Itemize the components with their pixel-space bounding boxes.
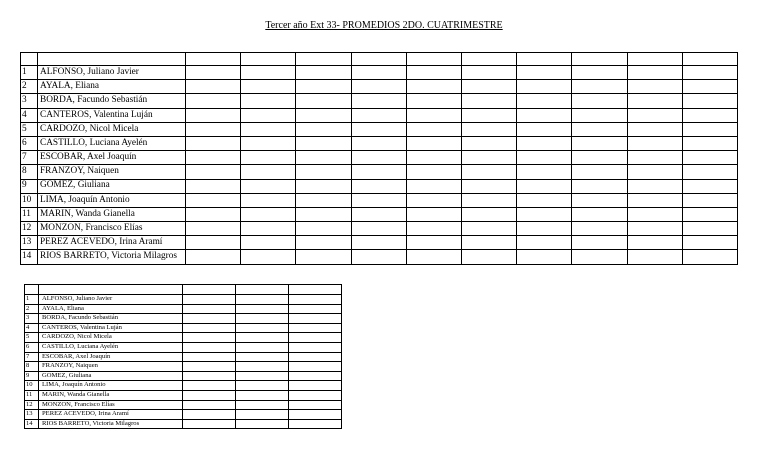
student-name: FRANZOY, Naiquen (39, 362, 183, 372)
grade-cell[interactable] (682, 179, 737, 193)
grade-cell[interactable] (289, 419, 342, 429)
small-row (25, 304, 342, 314)
student-number: 5 (25, 333, 39, 343)
grade-cell[interactable] (461, 179, 516, 193)
grade-cell[interactable] (572, 66, 627, 80)
student-number: 6 (21, 136, 38, 150)
grade-cell[interactable] (296, 136, 351, 150)
grade-cell[interactable] (186, 165, 241, 179)
small-row (25, 314, 342, 324)
main-header-cell[interactable] (406, 53, 461, 66)
main-row (21, 165, 738, 179)
student-name: CANTEROS, Valentina Luján (38, 108, 186, 122)
grade-cell[interactable] (296, 250, 351, 264)
grade-cell[interactable] (241, 250, 296, 264)
student-name: AYALA, Eliana (39, 304, 183, 314)
grade-cell[interactable] (517, 66, 572, 80)
grade-cell[interactable] (289, 295, 342, 305)
grade-cell[interactable] (296, 66, 351, 80)
student-number: 4 (21, 108, 38, 122)
grade-cell[interactable] (236, 390, 289, 400)
student-number: 10 (25, 381, 39, 391)
grade-cell[interactable] (183, 314, 236, 324)
grade-cell[interactable] (289, 400, 342, 410)
main-header-cell[interactable] (627, 53, 682, 66)
grade-cell[interactable] (406, 165, 461, 179)
student-number: 10 (21, 193, 38, 207)
grade-cell[interactable] (461, 108, 516, 122)
grade-cell[interactable] (572, 94, 627, 108)
grade-cell[interactable] (572, 250, 627, 264)
grade-cell[interactable] (289, 371, 342, 381)
student-number: 11 (21, 207, 38, 221)
student-number: 3 (21, 94, 38, 108)
main-row (21, 108, 738, 122)
grade-cell[interactable] (351, 179, 406, 193)
student-name: ALFONSO, Juliano Javier (38, 66, 186, 80)
grade-cell[interactable] (682, 151, 737, 165)
grade-cell[interactable] (241, 122, 296, 136)
grade-cell[interactable] (517, 179, 572, 193)
grade-cell[interactable] (186, 207, 241, 221)
grade-cell[interactable] (289, 314, 342, 324)
grade-cell[interactable] (461, 122, 516, 136)
grade-cell[interactable] (461, 250, 516, 264)
grade-cell[interactable] (682, 94, 737, 108)
grade-cell[interactable] (461, 151, 516, 165)
grade-cell[interactable] (183, 295, 236, 305)
grade-cell[interactable] (682, 207, 737, 221)
grade-cell[interactable] (236, 352, 289, 362)
student-name: PEREZ ACEVEDO, Irina Aramí (38, 236, 186, 250)
grade-cell[interactable] (236, 323, 289, 333)
grade-cell[interactable] (296, 80, 351, 94)
small-row (25, 400, 342, 410)
small-header-cell[interactable] (183, 285, 236, 295)
grade-cell[interactable] (183, 304, 236, 314)
grade-cell[interactable] (351, 250, 406, 264)
grade-cell[interactable] (406, 108, 461, 122)
grade-cell[interactable] (682, 66, 737, 80)
grade-cell[interactable] (186, 151, 241, 165)
grade-cell[interactable] (627, 66, 682, 80)
grade-cell[interactable] (183, 352, 236, 362)
student-name: RIOS BARRETO, Victoria Milagros (39, 419, 183, 429)
main-row (21, 66, 738, 80)
small-header-cell[interactable] (25, 285, 39, 295)
grade-cell[interactable] (186, 179, 241, 193)
student-name: ALFONSO, Juliano Javier (39, 295, 183, 305)
grade-cell[interactable] (186, 236, 241, 250)
grade-cell[interactable] (406, 122, 461, 136)
small-row (25, 381, 342, 391)
student-number: 1 (21, 66, 38, 80)
grade-cell[interactable] (461, 193, 516, 207)
grade-cell[interactable] (627, 136, 682, 150)
grade-cell[interactable] (351, 108, 406, 122)
grade-cell[interactable] (289, 342, 342, 352)
small-row (25, 362, 342, 372)
grade-cell[interactable] (289, 323, 342, 333)
grade-cell[interactable] (296, 193, 351, 207)
grade-cell[interactable] (236, 400, 289, 410)
grade-cell[interactable] (406, 207, 461, 221)
student-number: 7 (21, 151, 38, 165)
grade-cell[interactable] (517, 122, 572, 136)
grade-cell[interactable] (572, 165, 627, 179)
grade-cell[interactable] (572, 108, 627, 122)
student-number: 14 (21, 250, 38, 264)
grade-cell[interactable] (186, 222, 241, 236)
student-number: 9 (25, 371, 39, 381)
grade-cell[interactable] (183, 333, 236, 343)
grade-cell[interactable] (241, 207, 296, 221)
grade-cell[interactable] (183, 362, 236, 372)
grade-cell[interactable] (627, 122, 682, 136)
main-header-cell[interactable] (682, 53, 737, 66)
grade-cell[interactable] (183, 342, 236, 352)
grade-cell[interactable] (627, 207, 682, 221)
main-header-cell[interactable] (572, 53, 627, 66)
grade-cell[interactable] (296, 94, 351, 108)
grade-cell[interactable] (461, 80, 516, 94)
main-header-cell[interactable] (21, 53, 38, 66)
grade-cell[interactable] (351, 151, 406, 165)
grade-cell[interactable] (461, 66, 516, 80)
grade-cell[interactable] (461, 136, 516, 150)
student-name: CARDOZO, Nicol Micela (38, 122, 186, 136)
grade-cell[interactable] (627, 151, 682, 165)
grade-cell[interactable] (186, 66, 241, 80)
grade-cell[interactable] (406, 193, 461, 207)
grade-cell[interactable] (517, 193, 572, 207)
grade-cell[interactable] (183, 323, 236, 333)
grade-cell[interactable] (236, 419, 289, 429)
student-number: 12 (25, 400, 39, 410)
student-number: 5 (21, 122, 38, 136)
grade-cell[interactable] (682, 165, 737, 179)
student-number: 13 (21, 236, 38, 250)
grade-cell[interactable] (517, 80, 572, 94)
grade-cell[interactable] (351, 80, 406, 94)
grade-cell[interactable] (682, 193, 737, 207)
grade-cell[interactable] (461, 236, 516, 250)
grades-table (20, 52, 738, 265)
small-row (25, 352, 342, 362)
student-number: 13 (25, 410, 39, 420)
grade-cell[interactable] (406, 136, 461, 150)
student-name: ESCOBAR, Axel Joaquín (39, 352, 183, 362)
small-header-cell[interactable] (236, 285, 289, 295)
student-name: GOMEZ, Giuliana (39, 371, 183, 381)
grade-cell[interactable] (682, 122, 737, 136)
grade-cell[interactable] (517, 207, 572, 221)
main-header-cell[interactable] (351, 53, 406, 66)
student-number: 12 (21, 222, 38, 236)
grade-cell[interactable] (406, 66, 461, 80)
grade-cell[interactable] (296, 122, 351, 136)
grade-cell[interactable] (186, 250, 241, 264)
student-number: 2 (25, 304, 39, 314)
student-name: AYALA, Eliana (38, 80, 186, 94)
grade-cell[interactable] (517, 108, 572, 122)
grade-cell[interactable] (517, 136, 572, 150)
grade-cell[interactable] (241, 193, 296, 207)
grade-cell[interactable] (406, 222, 461, 236)
grade-cell[interactable] (627, 222, 682, 236)
grade-cell[interactable] (572, 179, 627, 193)
grade-cell[interactable] (236, 333, 289, 343)
student-name: CASTILLO, Luciana Ayelén (39, 342, 183, 352)
small-row (25, 333, 342, 343)
student-name: BORDA, Facundo Sebastián (38, 94, 186, 108)
main-header-row (21, 53, 738, 66)
main-row (21, 136, 738, 150)
grade-cell[interactable] (682, 250, 737, 264)
grade-cell[interactable] (183, 419, 236, 429)
grade-cell[interactable] (296, 207, 351, 221)
student-name: MONZON, Francisco Elías (39, 400, 183, 410)
grade-cell[interactable] (682, 236, 737, 250)
grade-cell[interactable] (351, 222, 406, 236)
small-row (25, 410, 342, 420)
grade-cell[interactable] (183, 410, 236, 420)
grade-cell[interactable] (406, 94, 461, 108)
main-row (21, 80, 738, 94)
grade-cell[interactable] (241, 236, 296, 250)
grade-cell[interactable] (351, 207, 406, 221)
grade-cell[interactable] (186, 108, 241, 122)
main-row (21, 250, 738, 264)
grade-cell[interactable] (241, 151, 296, 165)
grade-cell[interactable] (289, 304, 342, 314)
main-row (21, 179, 738, 193)
grade-cell[interactable] (296, 151, 351, 165)
grade-cell[interactable] (572, 222, 627, 236)
grades-table-small (24, 284, 342, 429)
grade-cell[interactable] (183, 371, 236, 381)
grade-cell[interactable] (186, 122, 241, 136)
grade-cell[interactable] (627, 236, 682, 250)
student-name: LIMA, Joaquín Antonio (39, 381, 183, 391)
student-number: 7 (25, 352, 39, 362)
grade-cell[interactable] (627, 80, 682, 94)
grade-cell[interactable] (183, 381, 236, 391)
grade-cell[interactable] (461, 165, 516, 179)
grade-cell[interactable] (186, 193, 241, 207)
main-row (21, 222, 738, 236)
student-number: 14 (25, 419, 39, 429)
grade-cell[interactable] (241, 80, 296, 94)
small-row (25, 419, 342, 429)
grade-cell[interactable] (627, 193, 682, 207)
grade-cell[interactable] (517, 222, 572, 236)
grade-cell[interactable] (186, 80, 241, 94)
student-name: ESCOBAR, Axel Joaquín (38, 151, 186, 165)
grade-cell[interactable] (627, 179, 682, 193)
main-row (21, 207, 738, 221)
grade-cell[interactable] (289, 381, 342, 391)
grade-cell[interactable] (406, 179, 461, 193)
grade-cell[interactable] (682, 80, 737, 94)
page-title: Tercer año Ext 33- PROMEDIOS 2DO. CUATRIMESTRE (265, 20, 503, 31)
grade-cell[interactable] (627, 165, 682, 179)
grade-cell[interactable] (572, 80, 627, 94)
grade-cell[interactable] (236, 342, 289, 352)
grade-cell[interactable] (406, 80, 461, 94)
grade-cell[interactable] (517, 94, 572, 108)
small-row (25, 323, 342, 333)
main-row (21, 193, 738, 207)
grade-cell[interactable] (406, 151, 461, 165)
student-name: LIMA, Joaquín Antonio (38, 193, 186, 207)
student-name: CASTILLO, Luciana Ayelén (38, 136, 186, 150)
grade-cell[interactable] (572, 207, 627, 221)
student-number: 4 (25, 323, 39, 333)
grade-cell[interactable] (296, 165, 351, 179)
student-number: 2 (21, 80, 38, 94)
grade-cell[interactable] (517, 165, 572, 179)
grade-cell[interactable] (461, 222, 516, 236)
grade-cell[interactable] (236, 295, 289, 305)
student-name: PEREZ ACEVEDO, Irina Aramí (39, 410, 183, 420)
grade-cell[interactable] (461, 94, 516, 108)
grade-cell[interactable] (236, 304, 289, 314)
main-header-cell[interactable] (241, 53, 296, 66)
grade-cell[interactable] (241, 66, 296, 80)
student-name: MARIN, Wanda Gianella (39, 390, 183, 400)
main-row (21, 122, 738, 136)
grade-cell[interactable] (351, 193, 406, 207)
grade-cell[interactable] (296, 222, 351, 236)
grade-cell[interactable] (241, 179, 296, 193)
student-name: RIOS BARRETO, Victoria Milagros (38, 250, 186, 264)
grade-cell[interactable] (289, 352, 342, 362)
grade-cell[interactable] (296, 236, 351, 250)
grade-cell[interactable] (517, 250, 572, 264)
grade-cell[interactable] (517, 151, 572, 165)
grade-cell[interactable] (351, 136, 406, 150)
student-number: 1 (25, 295, 39, 305)
student-number: 8 (25, 362, 39, 372)
small-header-cell[interactable] (289, 285, 342, 295)
student-number: 11 (25, 390, 39, 400)
small-row (25, 371, 342, 381)
student-name: BORDA, Facundo Sebastián (39, 314, 183, 324)
grade-cell[interactable] (627, 250, 682, 264)
student-name: MARIN, Wanda Gianella (38, 207, 186, 221)
grade-cell[interactable] (186, 136, 241, 150)
grade-cell[interactable] (682, 136, 737, 150)
grade-cell[interactable] (241, 136, 296, 150)
small-header-row (25, 285, 342, 295)
grade-cell[interactable] (572, 136, 627, 150)
grade-cell[interactable] (461, 207, 516, 221)
main-header-cell[interactable] (38, 53, 186, 66)
main-row (21, 236, 738, 250)
grade-cell[interactable] (236, 410, 289, 420)
student-number: 9 (21, 179, 38, 193)
grade-cell[interactable] (241, 222, 296, 236)
grade-cell[interactable] (236, 381, 289, 391)
grade-cell[interactable] (572, 236, 627, 250)
grade-cell[interactable] (289, 333, 342, 343)
grade-cell[interactable] (572, 151, 627, 165)
grade-cell[interactable] (241, 94, 296, 108)
grade-cell[interactable] (183, 400, 236, 410)
grade-cell[interactable] (289, 410, 342, 420)
grade-cell[interactable] (296, 179, 351, 193)
grade-cell[interactable] (406, 236, 461, 250)
grade-cell[interactable] (289, 362, 342, 372)
grade-cell[interactable] (183, 390, 236, 400)
student-name: CARDOZO, Nicol Micela (39, 333, 183, 343)
grade-cell[interactable] (186, 94, 241, 108)
small-header-cell[interactable] (39, 285, 183, 295)
grade-cell[interactable] (241, 165, 296, 179)
small-row (25, 295, 342, 305)
student-number: 6 (25, 342, 39, 352)
main-header-cell[interactable] (296, 53, 351, 66)
grade-cell[interactable] (572, 193, 627, 207)
grade-cell[interactable] (351, 66, 406, 80)
main-header-cell[interactable] (517, 53, 572, 66)
grade-cell[interactable] (351, 236, 406, 250)
small-row (25, 342, 342, 352)
small-row (25, 390, 342, 400)
main-header-cell[interactable] (461, 53, 516, 66)
grade-cell[interactable] (406, 250, 461, 264)
grade-cell[interactable] (289, 390, 342, 400)
grade-cell[interactable] (236, 314, 289, 324)
student-name: CANTEROS, Valentina Luján (39, 323, 183, 333)
grade-cell[interactable] (236, 371, 289, 381)
grade-cell[interactable] (682, 108, 737, 122)
grade-cell[interactable] (296, 108, 351, 122)
grade-cell[interactable] (572, 122, 627, 136)
grade-cell[interactable] (241, 108, 296, 122)
student-number: 8 (21, 165, 38, 179)
grade-cell[interactable] (627, 108, 682, 122)
student-name: GOMEZ, Giuliana (38, 179, 186, 193)
main-row (21, 94, 738, 108)
student-name: MONZON, Francisco Elías (38, 222, 186, 236)
main-row (21, 151, 738, 165)
grade-cell[interactable] (517, 236, 572, 250)
main-header-cell[interactable] (186, 53, 241, 66)
grade-cell[interactable] (351, 122, 406, 136)
grade-cell[interactable] (682, 222, 737, 236)
grade-cell[interactable] (627, 94, 682, 108)
grade-cell[interactable] (351, 94, 406, 108)
student-number: 3 (25, 314, 39, 324)
grade-cell[interactable] (351, 165, 406, 179)
student-name: FRANZOY, Naiquen (38, 165, 186, 179)
grade-cell[interactable] (236, 362, 289, 372)
